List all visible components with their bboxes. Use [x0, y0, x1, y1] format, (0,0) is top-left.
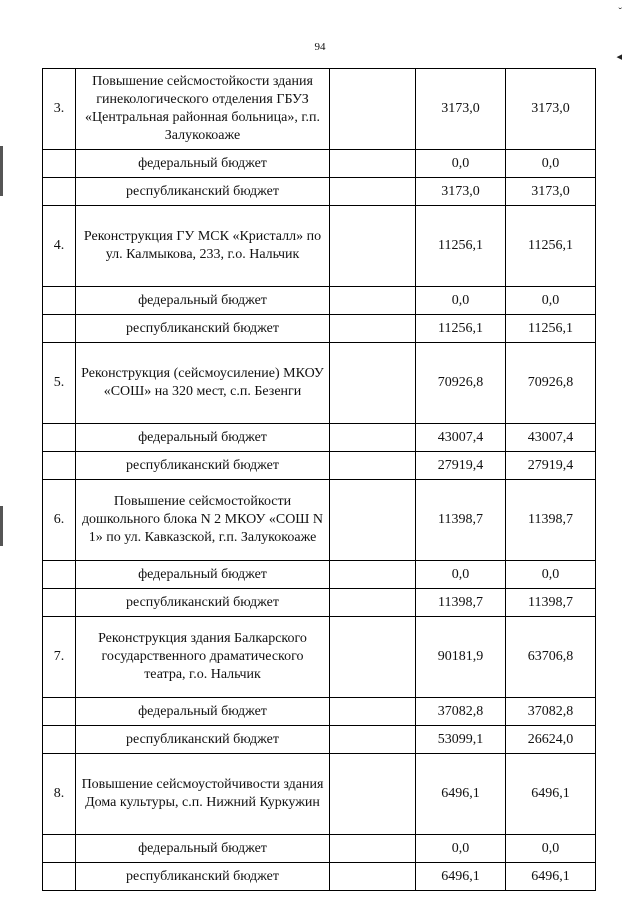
scan-edge-mark	[0, 506, 3, 546]
cell-value-col-1	[330, 589, 416, 617]
cell-value-col-2: 3173,0	[416, 178, 506, 206]
cell-object-name: республиканский бюджет	[76, 315, 330, 343]
budget-table	[42, 68, 596, 891]
cell-object-name: федеральный бюджет	[76, 698, 330, 726]
cell-value-col-3: 11398,7	[506, 480, 596, 561]
cell-value-col-1	[330, 150, 416, 178]
cell-value-col-3: 70926,8	[506, 343, 596, 424]
table-row-item	[43, 343, 596, 424]
table-row-funding	[43, 698, 596, 726]
cell-value-col-2: 6496,1	[416, 863, 506, 891]
cell-object-name: Реконструкция (сейсмоусиление) МКОУ «СОШ» на 320 мест, с.п. Безенги	[76, 343, 330, 424]
cell-value-col-3: 11256,1	[506, 206, 596, 287]
cell-row-number	[43, 698, 76, 726]
cell-object-name: федеральный бюджет	[76, 287, 330, 315]
cell-value-col-3: 11398,7	[506, 589, 596, 617]
budget-table-body	[43, 69, 596, 891]
cell-value-col-3: 11256,1	[506, 315, 596, 343]
table-row-item	[43, 754, 596, 835]
table-row-funding	[43, 726, 596, 754]
cell-object-name: республиканский бюджет	[76, 726, 330, 754]
cell-value-col-2: 0,0	[416, 287, 506, 315]
cell-value-col-3: 43007,4	[506, 424, 596, 452]
cell-value-col-2: 3173,0	[416, 69, 506, 150]
cell-value-col-3: 0,0	[506, 287, 596, 315]
cell-value-col-3: 3173,0	[506, 69, 596, 150]
cell-object-name: Повышение сейсмостойкости здания гинекологического отделения ГБУЗ «Центральная районная больница», г.п. Залукокоаже	[76, 69, 330, 150]
cell-value-col-1	[330, 754, 416, 835]
cell-value-col-2: 11398,7	[416, 480, 506, 561]
cell-value-col-1	[330, 617, 416, 698]
cell-object-name: федеральный бюджет	[76, 561, 330, 589]
cell-object-name: республиканский бюджет	[76, 452, 330, 480]
cell-row-number: 4.	[43, 206, 76, 287]
cell-row-number: 8.	[43, 754, 76, 835]
cell-value-col-1	[330, 178, 416, 206]
cell-row-number: 5.	[43, 343, 76, 424]
cell-value-col-1	[330, 726, 416, 754]
cell-object-name: федеральный бюджет	[76, 424, 330, 452]
table-row-item	[43, 69, 596, 150]
cell-value-col-3: 37082,8	[506, 698, 596, 726]
cell-value-col-3: 63706,8	[506, 617, 596, 698]
table-row-funding	[43, 287, 596, 315]
cell-value-col-1	[330, 863, 416, 891]
cell-value-col-2: 53099,1	[416, 726, 506, 754]
cell-value-col-1	[330, 698, 416, 726]
cell-object-name: федеральный бюджет	[76, 835, 330, 863]
cell-value-col-3: 0,0	[506, 561, 596, 589]
cell-row-number: 6.	[43, 480, 76, 561]
cell-value-col-3: 6496,1	[506, 863, 596, 891]
cell-value-col-3: 0,0	[506, 150, 596, 178]
cell-row-number	[43, 835, 76, 863]
cell-row-number: 7.	[43, 617, 76, 698]
table-row-item	[43, 206, 596, 287]
scan-mark: ˇ	[618, 6, 622, 18]
table-row-funding	[43, 452, 596, 480]
cell-value-col-2: 11256,1	[416, 315, 506, 343]
cell-row-number	[43, 561, 76, 589]
cell-value-col-3: 26624,0	[506, 726, 596, 754]
cell-object-name: Реконструкция ГУ МСК «Кристалл» по ул. Калмыкова, 233, г.о. Нальчик	[76, 206, 330, 287]
scan-mark: ◂	[616, 51, 622, 63]
cell-object-name: республиканский бюджет	[76, 178, 330, 206]
cell-object-name: Повышение сейсмостойкости дошкольного блока N 2 МКОУ «СОШ N 1» по ул. Кавказской, г.п. Залукокоаже	[76, 480, 330, 561]
cell-value-col-2: 70926,8	[416, 343, 506, 424]
cell-row-number	[43, 726, 76, 754]
table-row-funding	[43, 150, 596, 178]
table-row-funding	[43, 561, 596, 589]
cell-value-col-1	[330, 287, 416, 315]
cell-row-number	[43, 178, 76, 206]
cell-value-col-1	[330, 315, 416, 343]
cell-object-name: Повышение сейсмоустойчивости здания Дома культуры, с.п. Нижний Куркужин	[76, 754, 330, 835]
cell-object-name: Реконструкция здания Балкарского государственного драматического театра, г.о. Нальчик	[76, 617, 330, 698]
cell-value-col-1	[330, 835, 416, 863]
cell-value-col-2: 0,0	[416, 561, 506, 589]
cell-value-col-1	[330, 452, 416, 480]
cell-value-col-2: 27919,4	[416, 452, 506, 480]
cell-object-name: республиканский бюджет	[76, 863, 330, 891]
cell-value-col-1	[330, 424, 416, 452]
cell-value-col-3: 6496,1	[506, 754, 596, 835]
cell-row-number	[43, 315, 76, 343]
cell-value-col-2: 6496,1	[416, 754, 506, 835]
cell-value-col-1	[330, 480, 416, 561]
cell-row-number	[43, 424, 76, 452]
cell-value-col-3: 3173,0	[506, 178, 596, 206]
cell-value-col-1	[330, 206, 416, 287]
cell-value-col-1	[330, 561, 416, 589]
table-row-item	[43, 480, 596, 561]
cell-row-number	[43, 589, 76, 617]
table-row-funding	[43, 835, 596, 863]
page-number: 94	[314, 41, 326, 53]
cell-row-number: 3.	[43, 69, 76, 150]
table-row-item	[43, 617, 596, 698]
cell-value-col-3: 27919,4	[506, 452, 596, 480]
cell-value-col-2: 37082,8	[416, 698, 506, 726]
cell-value-col-2: 11398,7	[416, 589, 506, 617]
cell-value-col-2: 90181,9	[416, 617, 506, 698]
cell-row-number	[43, 287, 76, 315]
table-row-funding	[43, 178, 596, 206]
cell-value-col-1	[330, 343, 416, 424]
cell-value-col-2: 0,0	[416, 150, 506, 178]
cell-row-number	[43, 863, 76, 891]
cell-row-number	[43, 150, 76, 178]
cell-value-col-1	[330, 69, 416, 150]
scan-edge-mark	[0, 146, 3, 196]
cell-object-name: республиканский бюджет	[76, 589, 330, 617]
cell-value-col-2: 43007,4	[416, 424, 506, 452]
cell-row-number	[43, 452, 76, 480]
table-row-funding	[43, 589, 596, 617]
cell-value-col-2: 0,0	[416, 835, 506, 863]
table-row-funding	[43, 315, 596, 343]
table-row-funding	[43, 863, 596, 891]
cell-value-col-3: 0,0	[506, 835, 596, 863]
cell-value-col-2: 11256,1	[416, 206, 506, 287]
cell-object-name: федеральный бюджет	[76, 150, 330, 178]
table-row-funding	[43, 424, 596, 452]
